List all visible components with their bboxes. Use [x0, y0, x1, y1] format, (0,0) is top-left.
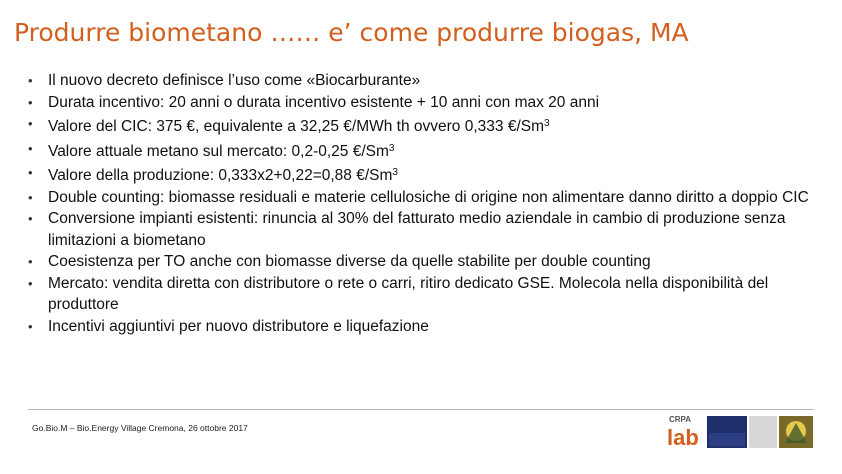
bullet-item: [28, 162, 818, 187]
bullet-item: [28, 113, 818, 138]
bullet-text: Il nuovo decreto definisce l’uso come «Biocarburante»: [48, 72, 421, 89]
bullet-text: Durata incentivo: 20 anni o durata incentivo esistente + 10 anni con max 20 anni: [48, 93, 600, 111]
bullet-text: Conversione impianti esistenti: rinuncia al 30% del fatturato medio aziendale in cambio di produzione senza limitazioni a biometano: [48, 210, 786, 249]
bullet-glyph: •: [28, 116, 33, 131]
slide-title: Produrre biometano …… e’ come produrre biogas, MA: [14, 18, 689, 47]
bullet-text: Valore attuale metano sul mercato: 0,2-0,25 €/Sm: [48, 142, 389, 160]
bullet-item: [28, 208, 818, 251]
bullet-item: [28, 187, 818, 209]
bullet-text: Incentivi aggiuntivi per nuovo distributore e liquefazione: [48, 317, 429, 335]
bullet-glyph: •: [28, 73, 33, 88]
bullet-glyph: •: [28, 211, 33, 226]
bullet-glyph: •: [28, 140, 33, 156]
crpa-lab-logo: [665, 413, 815, 448]
logo-crpa-text: CRPA: [669, 415, 692, 424]
bullet-glyph: •: [28, 189, 33, 205]
bullet-text: Valore del CIC: 375 €, equivalente a 32,25 €/MWh th ovvero 0,333 €/Sm: [48, 118, 544, 135]
bullet-list: [28, 70, 818, 337]
bullet-glyph: •: [28, 94, 33, 110]
footer-text: Go.Bio.M – Bio.Energy Village Cremona, 26 ottobre 2017: [32, 423, 248, 433]
bullet-item: [28, 70, 818, 92]
bullet-item: [28, 138, 818, 163]
bullet-glyph: •: [28, 254, 33, 269]
bullet-text: Coesistenza per TO anche con biomasse diverse da quelle stabilite per double counting: [48, 253, 651, 270]
superscript: 3: [544, 118, 550, 129]
bullet-item: [28, 273, 818, 316]
footer-divider: [28, 409, 814, 410]
bullet-text: Double counting: biomasse residuali e materie cellulosiche di origine non alimentare danno diritto a doppio CIC: [48, 188, 809, 206]
bullet-item: [28, 316, 818, 338]
superscript: 3: [392, 167, 398, 178]
logo-lab-text: lab: [667, 425, 699, 448]
bullet-glyph: •: [28, 275, 33, 291]
bullet-item: [28, 251, 818, 273]
bullet-item: [28, 92, 818, 114]
bullet-text: Valore della produzione: 0,333x2+0,22=0,88 €/Sm: [48, 167, 393, 184]
bullet-text: Mercato: vendita diretta con distributore o rete o carri, ritiro dedicato GSE. Molecola nella disponibilità del produttore: [48, 274, 769, 313]
bullet-glyph: •: [28, 318, 33, 334]
bullet-glyph: •: [28, 165, 33, 180]
superscript: 3: [388, 142, 395, 154]
